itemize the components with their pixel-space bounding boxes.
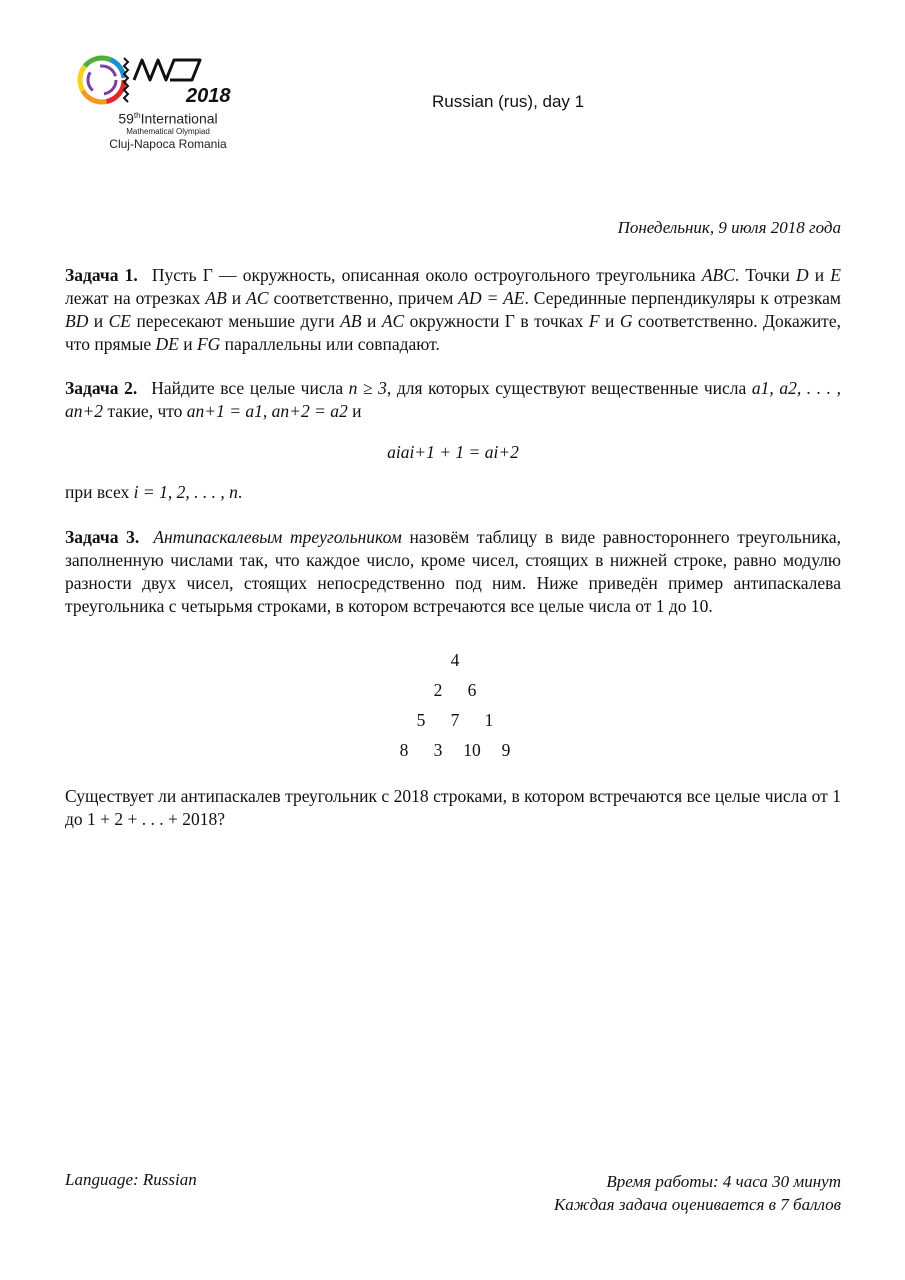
triangle-cell: 7 [450, 710, 460, 730]
problem-3-text: назовём таблицу в виде равностороннего треугольника, заполненную числами так, что каждое число, кроме чисел, стоящих в нижней строке, равно модулю разности двух чисел, стоящих непосредственно под ним. Ниже приведён пример антипаскалева треугольника с четырьмя строками, в котором встречаются все целые числа от 1 до 10. [65, 527, 842, 616]
problem-1-text: и [361, 311, 382, 331]
problem-1-text: и [178, 334, 197, 354]
math-g: G [619, 311, 633, 331]
logo-city: Cluj-Napoca Romania [109, 136, 227, 151]
triangle-cell: 5 [416, 710, 426, 730]
imo-2018-logo [74, 50, 244, 156]
problem-2-text: и [347, 401, 362, 421]
math-formula: aiai+1 + 1 = ai+2 [387, 442, 519, 462]
problem-1-text: соответственно. Докажите, что прямые [65, 311, 841, 354]
problem-1-text: . Точки [734, 265, 796, 285]
logo-edition: 59thInternational [118, 110, 218, 127]
math-i-range: i = 1, 2, . . . , n [133, 482, 238, 502]
page-header-title: Russian (rus), day 1 [432, 92, 585, 111]
math-d: D [795, 265, 809, 285]
problem-1-text: лежат на отрезках [65, 288, 206, 308]
triangle-cell: 8 [399, 740, 409, 760]
math-e: E [830, 265, 841, 285]
triangle-cell: 9 [501, 740, 511, 760]
problem-1-text: и [88, 311, 109, 331]
math-ab: AB [205, 288, 227, 308]
svg-text:2018: 2018 [186, 85, 231, 107]
problem-2-text: при всех [65, 482, 134, 502]
math-condition: an+1 = a1, an+2 = a2 [186, 401, 348, 421]
problem-3-label: Задача 3. [65, 527, 140, 547]
problem-1-text: соответственно, причем [268, 288, 459, 308]
imo-logo-graphic [74, 50, 244, 110]
triangle-row [380, 710, 530, 734]
problem-2-label: Задача 2. [65, 378, 138, 398]
math-abc: ABC [701, 265, 735, 285]
problem-1-text: пересекают меньшие дуги [130, 311, 341, 331]
math-ac: AC [246, 288, 269, 308]
problem-2-formula [65, 441, 841, 464]
math-bd: BD [65, 311, 89, 331]
math-fg: FG [196, 334, 221, 354]
problem-1-text: окружности Γ в точках [404, 311, 589, 331]
problem-1-text: и [808, 265, 831, 285]
triangle-cell: 1 [484, 710, 494, 730]
footer-scoring: Каждая задача оценивается в 7 баллов [553, 1195, 841, 1214]
problem-1-text: параллельны или совпадают. [220, 334, 440, 354]
math-f: F [588, 311, 600, 331]
math-ad-ae: AD = AE [458, 288, 525, 308]
exam-date: Понедельник, 9 июля 2018 года [617, 218, 841, 237]
problem-3-question: Существует ли антипаскалев треугольник с 2018 строками, в котором встречаются все целые числа от 1 до 1 + 2 + . . . + 2018? [65, 786, 841, 829]
triangle-row [380, 650, 530, 674]
math-de: DE [155, 334, 179, 354]
triangle-cell: 3 [433, 740, 443, 760]
problem-1-text: Пусть Γ — окружность, описанная около остроугольного треугольника [151, 265, 702, 285]
triangle-cell: 2 [433, 680, 443, 700]
problem-2 [65, 377, 841, 423]
problem-1-text: и [226, 288, 247, 308]
problem-3 [65, 526, 841, 618]
problem-3-term: Антипаскалевым треугольником [153, 527, 402, 547]
math-n: n ≥ 3 [348, 378, 387, 398]
triangle-row [380, 680, 530, 704]
triangle-row [380, 740, 530, 764]
problem-2-tail [65, 481, 841, 504]
math-sequence: a1, a2, . . . , an+2 [65, 378, 841, 421]
problem-1-label: Задача 1. [65, 265, 138, 285]
logo-olympiad: Mathematical Olympiad [126, 126, 210, 136]
footer-time: Время работы: 4 часа 30 минут [606, 1172, 841, 1191]
math-ac: AC [381, 311, 405, 331]
triangle-cell: 4 [450, 650, 460, 670]
triangle-cell: 10 [463, 740, 481, 760]
problem-1-text: и [599, 311, 620, 331]
problem-2-text: такие, что [103, 401, 187, 421]
math-ce: CE [108, 311, 131, 331]
footer-language: Language: Russian [65, 1170, 197, 1189]
problem-2-text: Найдите все целые числа [151, 378, 349, 398]
problem-1 [65, 264, 841, 356]
problem-2-text: . [237, 482, 243, 502]
problem-2-text: , для которых существуют вещественные числа [386, 378, 752, 398]
problem-1-text: . Серединные перпендикуляры к отрезкам [524, 288, 842, 308]
math-ab: AB [340, 311, 362, 331]
footer-info [554, 1170, 841, 1216]
triangle-cell: 6 [467, 680, 477, 700]
